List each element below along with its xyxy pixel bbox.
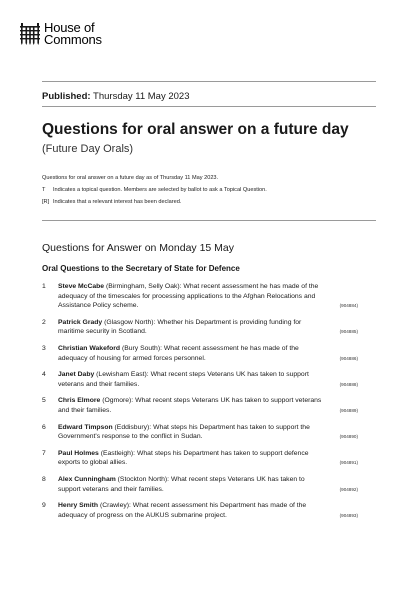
question-text: What recent assessment he has made of the adequacy of housing for armed forces personnel. <box>58 344 299 362</box>
question-item <box>42 282 358 311</box>
question-ref: (904886) <box>339 355 358 361</box>
question-ref: (904891) <box>339 460 358 466</box>
question-body <box>58 449 358 468</box>
question-body <box>58 344 358 363</box>
note-row <box>42 172 267 184</box>
question-text: What recent assessment he has made of the adequacy of the timescales for processing applications to the Afghan Relocations and Assistance Policy scheme. <box>58 283 319 310</box>
page-subtitle: (Future Day Orals) <box>42 143 134 155</box>
question-number: 7 <box>42 449 46 457</box>
question-constituency: (Ogmore): <box>102 397 134 405</box>
question-item <box>42 449 358 468</box>
section-heading: Questions for Answer on Monday 15 May <box>42 242 235 254</box>
question-body <box>58 475 358 494</box>
question-text: What steps his Department has taken to support defence exports to global allies. <box>58 449 309 467</box>
note-text: Indicates that a relevant interest has been declared. <box>53 199 182 205</box>
question-item <box>42 318 358 337</box>
question-text: Whether his Department is providing funding for maritime security in Scotland. <box>58 318 302 336</box>
question-number: 1 <box>42 283 46 290</box>
question-body <box>58 282 358 311</box>
logo <box>20 22 102 46</box>
question-item <box>42 423 358 442</box>
question-member: Paul Holmes <box>58 449 99 457</box>
question-constituency: (Stockton North): <box>117 475 170 483</box>
question-ref: (904890) <box>339 434 358 440</box>
published-line <box>42 91 190 102</box>
question-constituency: (Eddisbury): <box>114 423 152 431</box>
question-number: 3 <box>42 344 46 352</box>
question-item <box>42 501 358 520</box>
logo-line-2: Commons <box>44 32 102 47</box>
question-item <box>42 396 358 415</box>
question-number: 6 <box>42 423 46 431</box>
question-constituency: (Eastleigh): <box>100 449 136 457</box>
questions-list <box>42 280 358 520</box>
divider-notes <box>42 220 376 221</box>
question-member: Henry Smith <box>58 502 99 510</box>
question-body <box>58 370 358 389</box>
question-constituency: (Bury South): <box>121 344 162 352</box>
question-number: 4 <box>42 371 46 379</box>
page-title: Questions for oral answer on a future day <box>42 121 349 138</box>
question-item <box>42 370 358 389</box>
question-ref: (904893) <box>339 512 358 518</box>
note-row <box>42 196 267 208</box>
note-text: Indicates a topical question. Members are selected by ballot to ask a Topical Question. <box>53 187 267 193</box>
question-member: Patrick Grady <box>58 318 103 326</box>
published-label: Published: <box>42 91 91 102</box>
question-body <box>58 318 358 337</box>
question-text: What recent assessment his Department has made of the adequacy of progress on the AUKUS submarine project. <box>58 502 307 519</box>
logo-text <box>44 22 102 46</box>
question-text: What recent steps Veterans UK has taken to support veterans and their families. <box>58 371 309 388</box>
note-key: [R] <box>42 199 50 205</box>
portcullis-icon <box>20 23 40 45</box>
question-constituency: (Crawley): <box>99 502 131 510</box>
question-member: Janet Daby <box>58 371 95 379</box>
question-number: 9 <box>42 502 46 510</box>
question-member: Alex Cunningham <box>58 475 116 483</box>
logo-line-1: House of <box>44 20 95 35</box>
question-text: What recent steps Veterans UK has taken to support veterans and their families. <box>58 475 305 493</box>
question-text: What recent steps Veterans UK has taken to support veterans and their families. <box>58 397 322 414</box>
question-constituency: (Birmingham, Selly Oak): <box>105 283 182 290</box>
question-text: What steps his Department has taken to support the Government's response to the conflict in Sudan. <box>58 423 310 441</box>
question-ref: (904892) <box>339 486 358 492</box>
question-ref: (904889) <box>339 407 358 413</box>
question-member: Edward Timpson <box>58 423 113 431</box>
question-item <box>42 344 358 363</box>
note-key: T <box>42 187 46 193</box>
question-member: Chris Elmore <box>58 397 101 405</box>
question-body <box>58 423 358 442</box>
notes-block <box>42 172 267 208</box>
note-text: Questions for oral answer on a future day as of Thursday 11 May 2023. <box>42 175 219 181</box>
question-member: Steve McCabe <box>58 283 105 290</box>
question-number: 8 <box>42 475 46 483</box>
question-number: 5 <box>42 397 46 405</box>
question-ref: (904888) <box>339 381 358 387</box>
question-body <box>58 396 358 415</box>
question-item <box>42 475 358 494</box>
question-member: Christian Wakeford <box>58 344 121 352</box>
divider-published <box>42 106 376 107</box>
published-date: Thursday 11 May 2023 <box>93 91 190 102</box>
question-body <box>58 501 358 520</box>
question-constituency: (Lewisham East): <box>96 371 149 379</box>
sub-heading: Oral Questions to the Secretary of State for Defence <box>42 264 240 273</box>
note-row <box>42 184 267 196</box>
question-constituency: (Glasgow North): <box>104 318 156 326</box>
question-number: 2 <box>42 318 46 326</box>
divider-top <box>42 81 376 82</box>
question-ref: (904885) <box>339 329 358 335</box>
question-ref: (904884) <box>339 303 358 309</box>
